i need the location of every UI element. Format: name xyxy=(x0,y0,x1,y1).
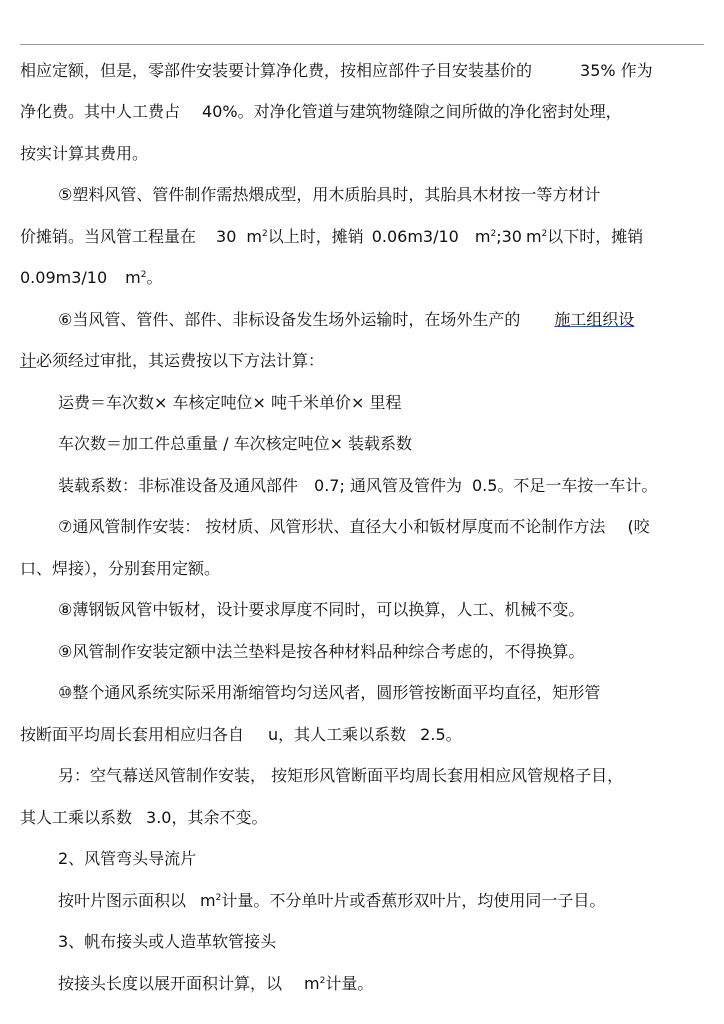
paragraph-line: 按叶片图示面积以 $m^2$计量。不分单叶片或香蕉形双叶片，均使用同一子目。 xyxy=(58,891,606,910)
paragraph-line: 装载系数：非标准设备及通风部件 0.7; 通风管及管件为 0.5。不足一车按一车计。 xyxy=(58,476,658,495)
paragraph-line: 净化费。其中人工费占 40%。对净化管道与建筑物缝隙之间所做的净化密封处理， xyxy=(20,102,622,121)
paragraph-line: 相应定额，但是，零部件安装要计算净化费，按相应部件子目安装基价的 35% 作为 xyxy=(20,61,653,80)
formula-line: 车次数＝加工件总重量 / 车次核定吨位× 装载系数 xyxy=(58,434,413,453)
paragraph-line: ⑨风管制作安装定额中法兰垫料是按各种材料品种综合考虑的，不得换算。 xyxy=(58,642,585,661)
paragraph-line: ⑥当风管、管件、部件、非标设备发生场外运输时，在场外生产的 施工组织设 xyxy=(58,310,635,329)
paragraph-line: 另：空气幕送风管制作安装， 按矩形风管断面平均周长套用相应风管规格子目， xyxy=(58,766,624,785)
paragraph-line: 0.09m3/10 $m^2$。 xyxy=(20,268,163,287)
paragraph-line: 按实计算其费用。 xyxy=(20,144,149,163)
formula-line: 运费＝车次数× 车核定吨位× 吨千米单价× 里程 xyxy=(58,393,402,412)
paragraph-line: 按断面平均周长套用相应归各自 u，其人工乘以系数 2.5。 xyxy=(20,725,462,744)
paragraph-line: ⑩整个通风系统实际采用渐缩管均匀送风者，圆形管按断面平均直径，矩形管 xyxy=(58,683,601,702)
paragraph-line: 计必须经过审批，其运费按以下方法计算： xyxy=(20,351,325,370)
construction-plan-link[interactable]: 施工组织设 xyxy=(554,310,635,329)
paragraph-line: 口、焊接），分别套用定额。 xyxy=(20,559,221,578)
paragraph-line: ⑤塑料风管、管件制作需热煨成型，用木质胎具时，其胎具木材按一等方材计 xyxy=(58,185,601,204)
paragraph-line: ⑧薄钢钣风管中钣材，设计要求厚度不同时，可以换算，人工、机械不变。 xyxy=(58,600,585,619)
section-heading: 3、帆布接头或人造革软管接头 xyxy=(58,932,277,951)
paragraph-line: 其人工乘以系数 3.0，其余不变。 xyxy=(20,808,268,827)
construction-plan-link-cont[interactable]: 计 xyxy=(20,351,37,370)
paragraph-line: 价摊销。当风管工程量在 30 $m^2$以上时，摊销 0.06m3/10 $m^2;30$ $m^2$以下时，摊销 xyxy=(20,227,644,246)
section-heading: 2、风管弯头导流片 xyxy=(58,849,197,868)
paragraph-line: 按接头长度以展开面积计算，以 $m^2$计量。 xyxy=(58,974,374,993)
paragraph-line: ⑦通风管制作安装： 按材质、风管形状、直径大小和钣材厚度而不论制作方法 (咬 xyxy=(58,517,650,536)
